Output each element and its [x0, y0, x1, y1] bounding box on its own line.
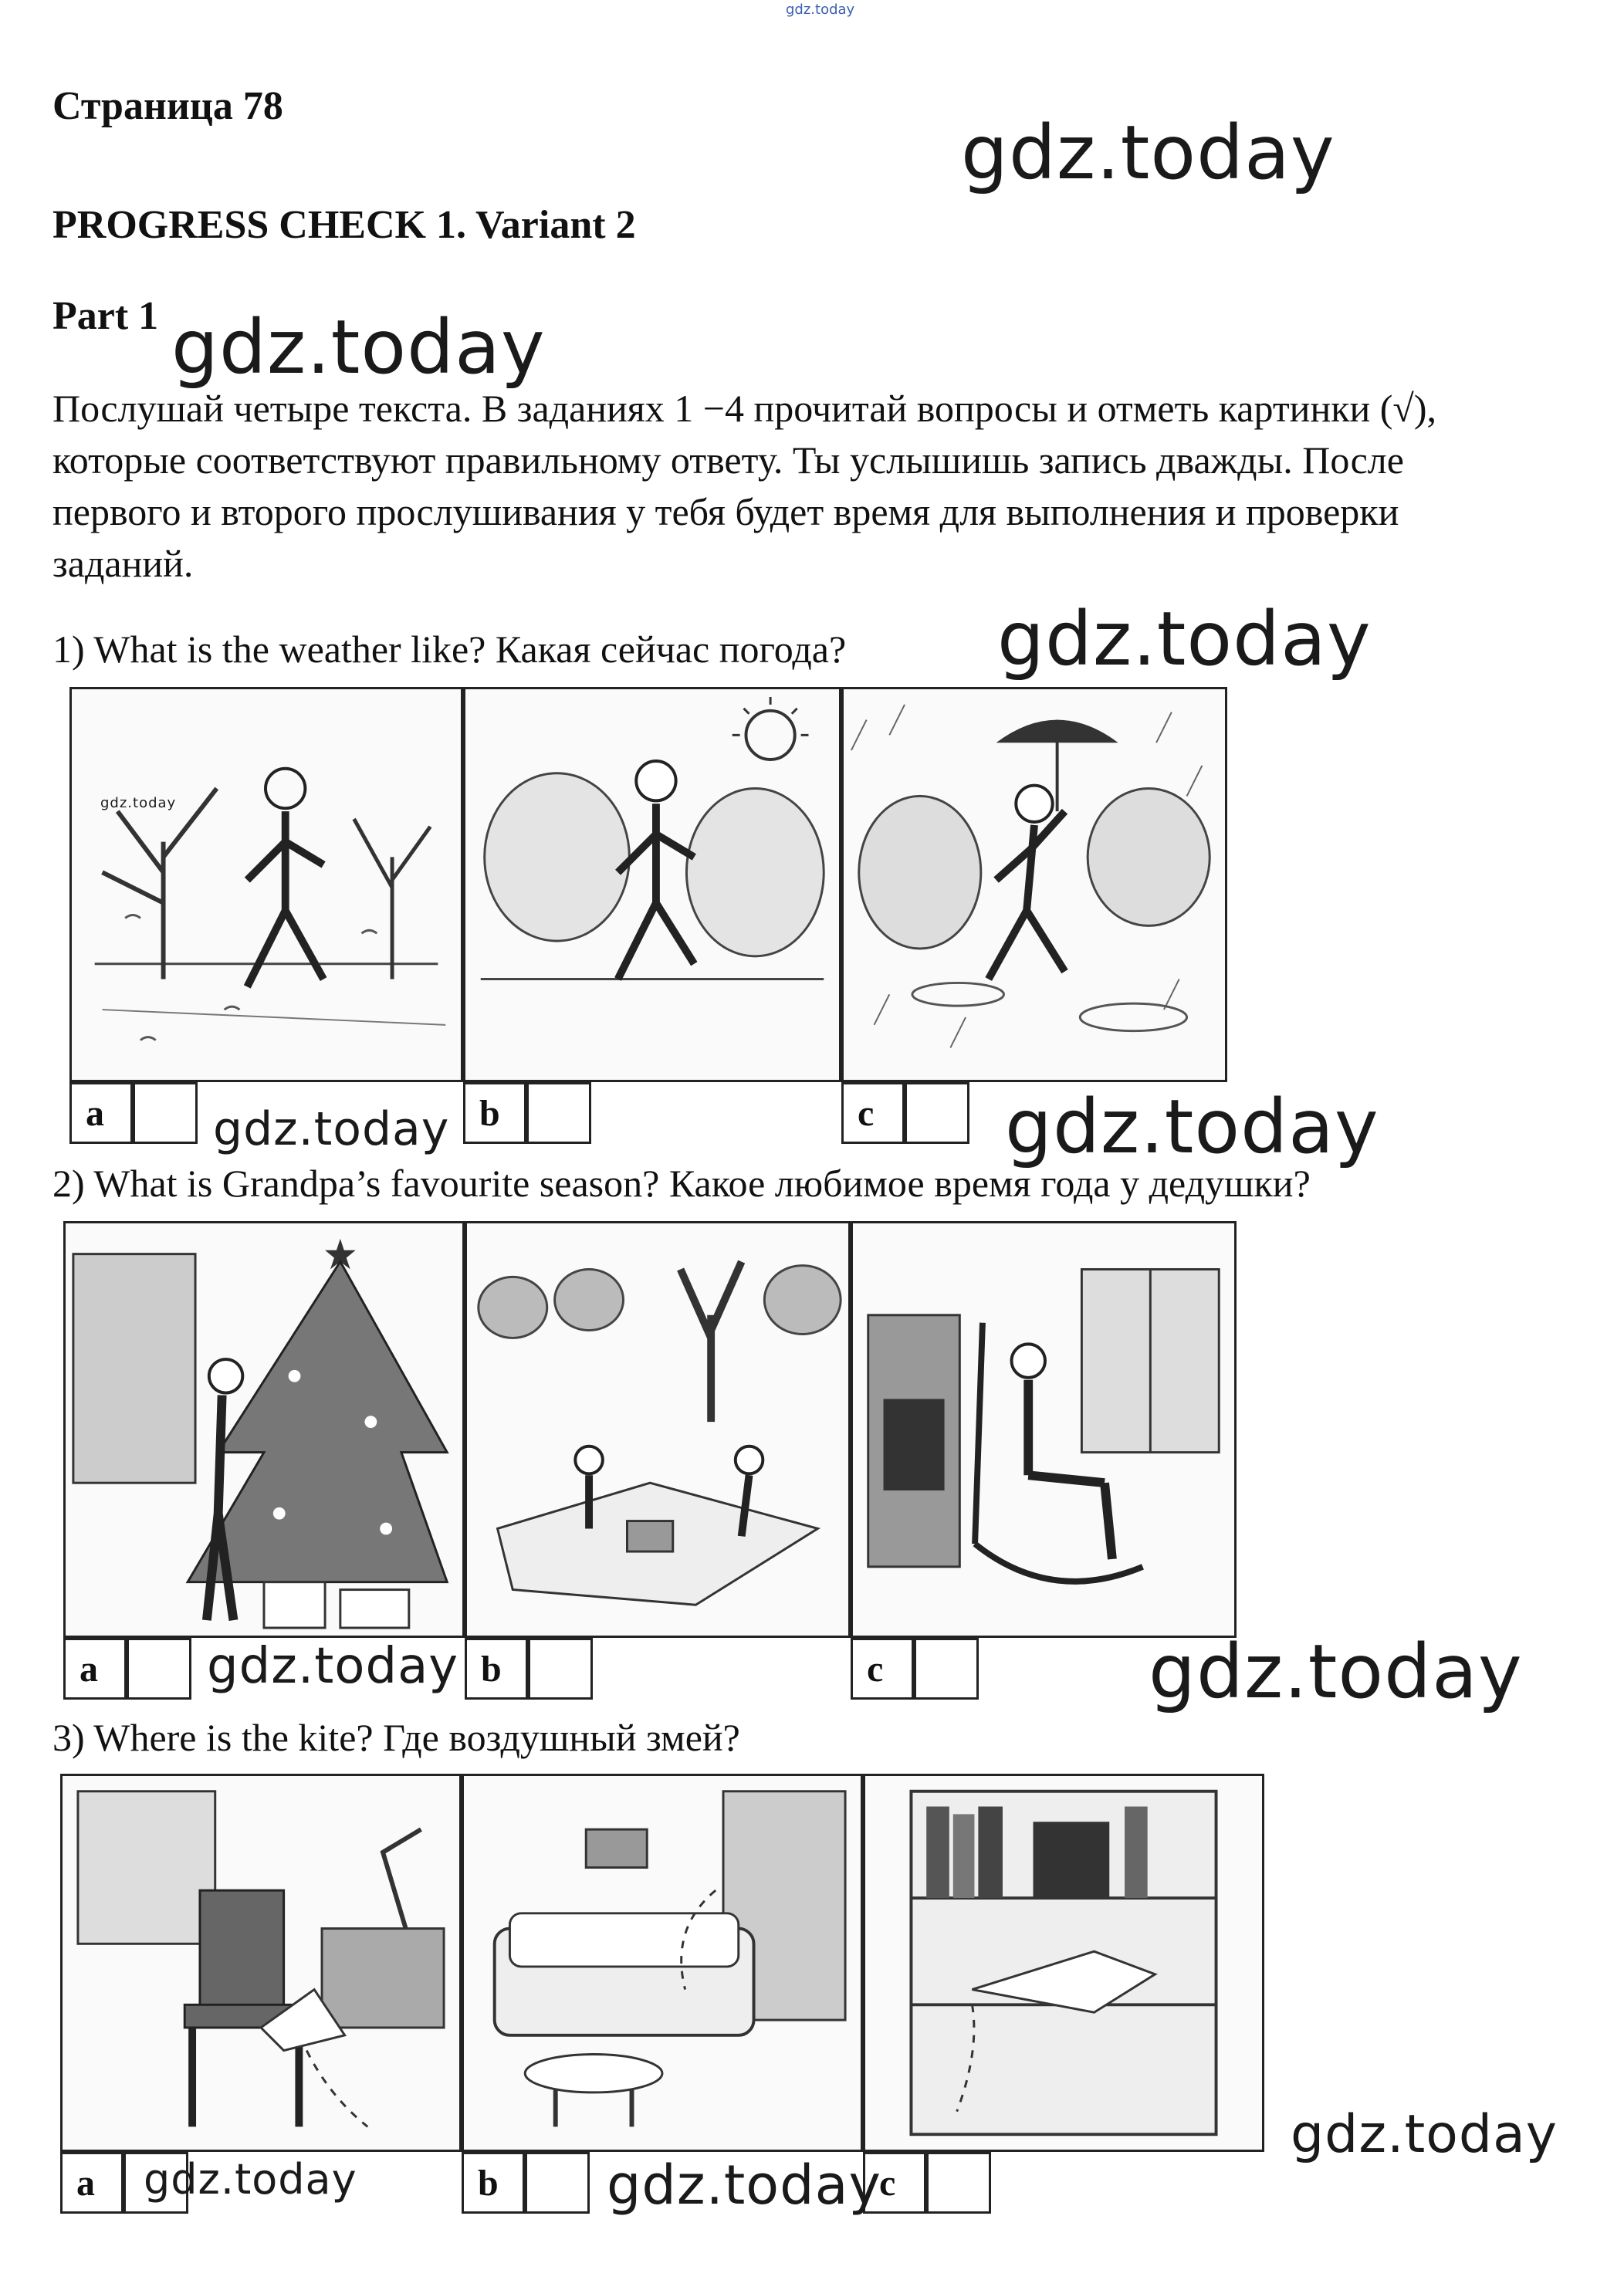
bookshelf-with-kite-illustration	[865, 1776, 1262, 2150]
picture-q1-a-windy	[69, 687, 463, 1082]
picnic-illustration	[467, 1223, 848, 1636]
windy-weather-illustration	[72, 689, 461, 1080]
watermark: gdz.today	[100, 795, 177, 811]
answer-checkbox-q2-a[interactable]	[127, 1638, 191, 1700]
progress-check-title: PROGRESS CHECK 1. Variant 2	[52, 203, 636, 247]
option-label: a	[60, 2152, 123, 2214]
picture-q2-a-winter	[63, 1221, 465, 1638]
option-label: a	[63, 1638, 127, 1700]
picture-q2-c-autumn	[851, 1221, 1237, 1638]
watermark: gdz.today	[144, 2155, 357, 2204]
watermark: gdz.today	[207, 1638, 459, 1695]
sunny-weather-illustration	[465, 689, 839, 1080]
picture-q1-b-sunny	[463, 687, 841, 1082]
answer-checkbox-q1-b[interactable]	[526, 1082, 591, 1144]
answer-checkbox-q1-a[interactable]	[133, 1082, 198, 1144]
watermark: gdz.today	[607, 2153, 881, 2217]
picture-q3-c-bookshelf	[863, 1774, 1264, 2152]
watermark: gdz.today	[997, 596, 1372, 682]
part-title: Part 1	[52, 294, 159, 338]
picture-q1-c-rainy	[841, 687, 1227, 1082]
picture-q3-b-sofa	[462, 1774, 863, 2152]
answer-checkbox-q2-c[interactable]	[914, 1638, 979, 1700]
watermark: gdz.today	[171, 304, 546, 391]
answer-checkbox-q3-b[interactable]	[525, 2152, 590, 2214]
watermark: gdz.today	[213, 1102, 450, 1156]
rocking-chair-illustration	[853, 1223, 1234, 1636]
sofa-with-kite-illustration	[464, 1776, 861, 2150]
option-label: b	[463, 1082, 526, 1144]
page-title: Страница 78	[52, 84, 283, 128]
answer-checkbox-q1-c[interactable]	[905, 1082, 969, 1144]
picture-q3-a-chair	[60, 1774, 462, 2152]
option-label: c	[851, 1638, 914, 1700]
option-label: a	[69, 1082, 133, 1144]
question-3: 3) Where is the kite? Где воздушный змей?	[52, 1716, 740, 1759]
picture-q2-b-summer	[465, 1221, 851, 1638]
watermark: gdz.today	[1149, 1629, 1523, 1715]
answer-checkbox-q3-c[interactable]	[926, 2152, 991, 2214]
watermark: gdz.today	[1005, 1084, 1379, 1170]
watermark: gdz.today	[961, 110, 1335, 196]
instructions: Послушай четыре текста. В заданиях 1 −4 прочитай вопросы и отметь картинки (√), которые соответствуют правильному ответу. Ты услышишь запись дважды. После первого и второго прослушивания у тебя будет время для выполнения и проверки заданий.	[52, 387, 1436, 585]
option-label: b	[462, 2152, 525, 2214]
question-2: 2) What is Grandpa’s favourite season? Какое любимое время года у дедушки?	[52, 1162, 1311, 1205]
option-label: c	[863, 2152, 926, 2214]
answer-checkbox-q2-b[interactable]	[528, 1638, 593, 1700]
rainy-weather-illustration	[844, 689, 1225, 1080]
watermark: gdz.today	[1291, 2104, 1558, 2165]
question-1: 1) What is the weather like? Какая сейчас погода?	[52, 628, 847, 671]
christmas-tree-illustration	[66, 1223, 462, 1636]
top-watermark: gdz.today	[786, 2, 855, 18]
option-label: b	[465, 1638, 528, 1700]
chair-with-kite-illustration	[63, 1776, 459, 2150]
option-label: c	[841, 1082, 905, 1144]
